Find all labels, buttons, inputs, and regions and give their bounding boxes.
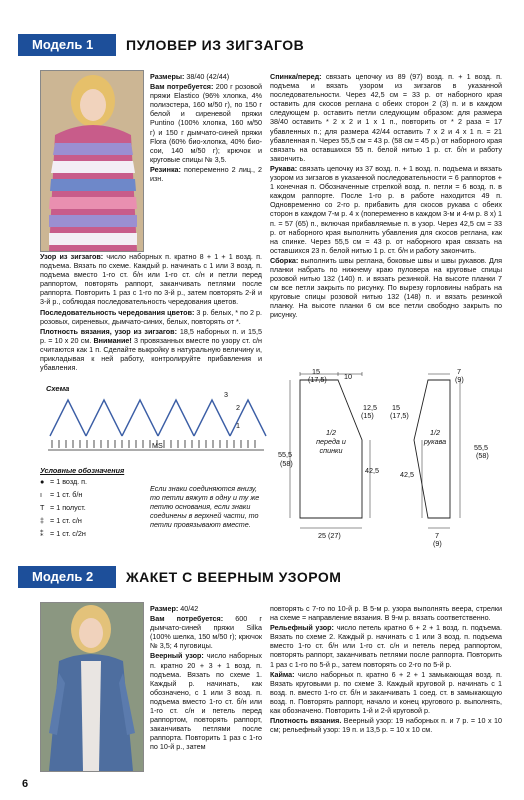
legend-item: ‡ = 1 ст. с/н [40, 516, 82, 525]
p1-mid-alt: (15) [361, 411, 374, 420]
p1-top-r: 10 [344, 372, 352, 381]
sleeves-text: Рукава: связать цепочку из 37 возд. п. + 1 возд. п. подъема и вязать узором из зигзагов в указанной последовательности = 6 раппортов + 1 конечная п. Обозначенные стрелкой возд. п. петли = 6 возд. п. в каждом раппорте. После 1-го р. в работе находится 49 п. Одновременно со 2-го р. прибавить для скосов рукава с обеих сторон в каждом 7-м р. 4 х (попеременно в каждом 3-м и 4-м р. 8 х) 1 п. = 57 (65) п., включая прибавляемые п. в узор. Через 42,5 см = 33 р. от наборного края выполнить убавления для скосов реглана, как на спинке. Через 55,5 см = 43 р. от наборного края связать на оставшихся 23 п. белой нитью 1 р. ст. б/н и работу закончить. [270, 163, 502, 255]
model2-header [18, 566, 341, 588]
zigzag-row [50, 400, 266, 436]
half-double-icon: T [40, 503, 45, 512]
legend-list [40, 477, 150, 542]
row-num-1: 1 [236, 421, 240, 430]
model1-col1-bottom [40, 252, 262, 373]
m2-size-text: Размер: 40/42 [150, 604, 199, 613]
legend-item: ● = 1 возд. п. [40, 477, 88, 486]
model1-col1-top [150, 72, 262, 184]
p2-left: 15 [392, 403, 400, 412]
legend-note: Если знаки соединяются внизу, то петли вяжут в одну и ту же петлю основания, если знаки соединены в верхней части, то петли провязывают вместе. [150, 484, 260, 530]
p2-side-alt: (58) [476, 451, 489, 460]
m2-materials-text: Вам потребуется: 600 г дымчато-синей пряжи Silka (100% шелка, 150 м/50 г); крючок № 3,5; 4 пуговицы. [150, 614, 263, 651]
m2-gauge-text: Плотность вязания. Веерный узор: 19 наборных п. и 7 р. = 10 х 10 см; рельефный узор: 19 п. и 13,5 р. = 10 х 10 см. [270, 716, 502, 735]
p1-h: 42,5 [365, 466, 379, 475]
p2-center: 1/2 рукава [423, 428, 447, 446]
legend-item: ı = 1 ст. б/н [40, 490, 83, 499]
m2-cont-text: повторять с 7-го по 10-й р. В 5-м р. узора выполнять веера, стрелки на схеме = направление вязания. В 9-м р. вязать соответственно. [270, 604, 502, 623]
p2-h: 42,5 [400, 470, 414, 479]
rib-text: Резинка: попеременно 2 лиц., 2 изн. [150, 164, 262, 184]
assembly-text: Сборка: выполнить швы реглана, боковые швы и швы рукавов. Для планки набрать по нижнему краю пуловера на круговые спицы розовой нитью 132 (140) п. и вязать резинкой. На высоте планки 7 см все петли закрыть по рисунку. По вырезу горловины набрать на круговые спицы розовой нитью 132 (148) п. и вязать резинкой планку. На высоте планки 6 см все петли свободно закрыть по рисунку. [270, 255, 502, 320]
legend-item: T = 1 полуст. [40, 503, 86, 512]
color-sequence-text: Последовательность чередования цветов: 3 р. белых, * по 2 р. розовых, сиреневых, дымчато-синих, белых, повторять от *. [40, 307, 262, 326]
p1-side: 55,5 [278, 450, 292, 459]
legend-title: Условные обозначения [40, 466, 125, 475]
single-crochet-icon: ı [40, 490, 42, 499]
model2-col1 [150, 604, 262, 753]
sizes-text: Размеры: 38/40 (42/44) [150, 72, 230, 81]
schema-label: Схема [46, 384, 70, 393]
pattern-schematics [278, 368, 504, 548]
p1-top-alt: (17,5) [308, 375, 327, 384]
p2-side: 55,5 [474, 443, 488, 452]
model1-title: ПУЛОВЕР ИЗ ЗИГЗАГОВ [126, 37, 305, 53]
page-number: 6 [22, 778, 29, 790]
p1-center: 1/2 переда и спинки [316, 428, 346, 455]
p2-top: 7 [457, 367, 461, 376]
row-num-3: 3 [224, 390, 228, 399]
p2-bottom-alt: (9) [433, 539, 442, 548]
jacket-photo-icon [41, 603, 143, 771]
model1-tag: Модель 1 [18, 34, 116, 56]
gauge-text: Плотность вязания, узор из зигзагов: 18,5 наборных п. и 15,5 р. = 10 х 20 см. Внимание! 3 провязанных вместе по узору ст. с/н считаются как 1 п. Сделайте выкройку в натуральную величину и, прикладывая к ней работу, контролируйте прибавления и убавления. [40, 326, 263, 373]
ms-label: МS [152, 441, 163, 450]
row-num-2: 2 [236, 403, 240, 412]
p2-top-alt: (9) [455, 375, 464, 384]
p2-bottom: 7 [435, 531, 439, 540]
m2-relief-text: Рельефный узор: число петель кратно 6 + 2 + 1 возд. п. подъема. Вязать по схеме 2. Каждый р. начинать с 1 или 3 возд. п. подъема вместо 1-го ст. б/н или 1-го ст. с/н и петель перед раппортом, повторять раппорт, заканчивать петлями после раппорта. Повторить 1 раз с 1-го по 5-й р., затем повторять со 2-го по 5-й р. [270, 623, 503, 669]
model1-col2 [270, 72, 502, 321]
model2-title: ЖАКЕТ С ВЕЕРНЫМ УЗОРОМ [126, 569, 342, 585]
model2-col2 [270, 604, 502, 735]
model1-photo [40, 70, 144, 252]
legend-item: ⁑ = 1 ст. с/2н [40, 529, 86, 538]
m2-fan-text: Веерный узор: число наборных п. кратно 20 + 3 + 1 возд. п. подъема. Вязать по схеме 1. Каждый р. начинать, как обозначено, с 1 или 3 возд. п. подъема вместо 1-го ст. б/н или 1-го ст. с/н и петель перед раппортом, повторять раппорт, заканчивать петлями после раппорта. Повторить 1 раз с 1-го по 10-й р., затем [150, 651, 262, 752]
chain-stitch-icon: ● [40, 477, 45, 486]
double-crochet-icon: ‡ [40, 516, 44, 525]
model1-header [18, 34, 304, 56]
model2-photo [40, 602, 144, 772]
pullover-photo-icon [41, 71, 143, 251]
p1-top: 15 [312, 367, 320, 376]
treble-crochet-icon: ⁑ [40, 529, 44, 538]
zigzag-text: Узор из зигзагов: число наборных п. кратно 8 + 1 + 1 возд. п. подъема. Вязать по схеме. Каждый р. начинать с 1 или 3 возд. п. подъема вместо 1-го ст. б/н или 1-го ст. с/н и петли перед раппортом, повторять раппорт, заканчивать петлями после раппорта. Повторить 1 раз с 1-го по 3-й р., затем повторять 2-й и 3-й р., соблюдая последовательность чередования цветов. [40, 252, 262, 307]
p2-left-alt: (17,5) [390, 411, 409, 420]
materials-text: Вам потребуется: 200 г розовой пряжи Elastico (96% хлопка, 4% полиэстера, 160 м/50 г), по 150 г белой и сиреневой пряжи Puntino (100% хлопка, 160 м/50 г) и 150 г дымчато-синей пряжи Flora (60% био-хлопка, 40% био-сои, 140 м/50 г); крючок и круговые спицы № 3,5. [150, 82, 262, 164]
model2-tag: Модель 2 [18, 566, 116, 588]
back-front-text: Спинка/перед: связать цепочку из 89 (97) возд. п. + 1 возд. п. подъема и вязать узором из зигзагов в указанной последовательности. Через 42,5 см = 33 р. от наборного края оставить для скосов реглана с обеих сторон 2 (3) п. и в каждом следующем р. оставить петли следующим образом: для размера 38/40 оставить * 2 х 2 и 1 х 1 п., повторить от * 2 раза = 17 убавленных п.; для размера 42/44 оставить 7 х 2 и 4 х 1 п. = 21 убавленная п. Через 55,5 см = 43 р. (58 см = 45 р.) от наборного края связать на оставшихся 55 п. белой нитью 1 р. ст. б/н и работу закончить. [270, 72, 502, 163]
p1-side-alt: (58) [280, 459, 293, 468]
m2-border-text: Кайма: число наборных п. кратно 6 + 2 + 1 замыкающая возд. п. Вязать круговыми р. по схеме 3. Каждый круговой р. начинать с 1 возд. п. вместо 1-го ст. б/н и заканчивать 1 соед. ст. в замыкающую возд. п. Повторять раппорт, начало и конец кругового р. выполнять, как обозначено. Повторить 1-й и 2-й круговой р. [270, 669, 502, 716]
p1-mid: 12,5 [363, 403, 377, 412]
p1-bottom: 25 (27) [318, 531, 341, 540]
